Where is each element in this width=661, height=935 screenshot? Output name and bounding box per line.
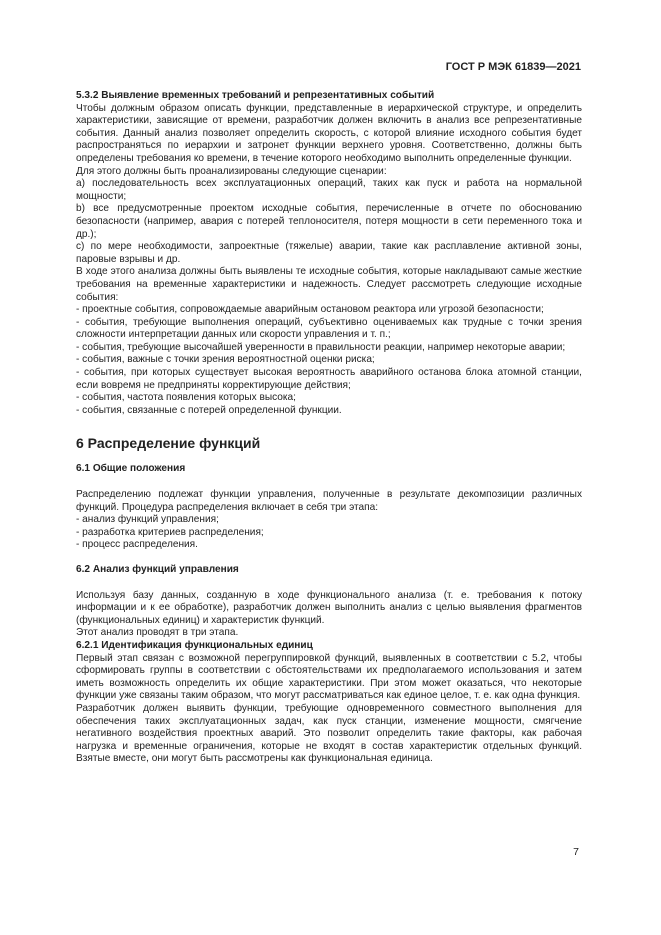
document-header: ГОСТ Р МЭК 61839—2021 [445, 61, 581, 73]
list-item: - события, важные с точки зрения вероятностной оценки риска; [76, 354, 375, 366]
paragraph: Разработчик должен выявить функции, требующие одновременного совместного выполнения для обеспечения таких эксплуатационных задач, как пуск станции, изменение мощности, смягчение негативного воздействия проектных аварий. Это позволит определить такие факторы, как рабочая нагрузка и временные ограничения, которые не входят в состав характеристик отдельных функций. Взятые вместе, они могут быть рассмотрены как функциональная единица. [76, 702, 582, 765]
paragraph: Этот анализ проводят в три этапа. [76, 627, 239, 639]
page-content [76, 90, 582, 766]
list-item: c) по мере необходимости, запроектные (тяжелые) аварии, такие как расплавление активной зоны, паровые взрывы и др. [76, 241, 582, 265]
paragraph: Для этого должны быть проанализированы следующие сценарии: [76, 165, 387, 177]
list-item: а) последовательность всех эксплуатационных операций, таких как пуск и работа на нормальной мощности; [76, 178, 582, 202]
section-5-3-2-heading: 5.3.2 Выявление временных требований и репрезентативных событий [76, 90, 435, 101]
list-item: - события, требующие высочайшей уверенности в правильности реакции, например некоторые аварии; [76, 341, 566, 353]
section-6-2-1-heading: 6.2.1 Идентификация функциональных единиц [76, 639, 313, 651]
list-item: - события, требующие выполнения операций, субъективно оцениваемых как трудные с точки зрения сложности интерпретации данных или скорости управления и т. п.; [76, 316, 582, 341]
paragraph: Используя базу данных, созданную в ходе функционального анализа (т. е. требования к потоку информации и к ее обработке), разработчик должен выполнить анализ с целью выявления фрагментов (функциональных единиц) и характеристик функций. [76, 589, 582, 626]
list-item: - анализ функций управления; [76, 514, 219, 526]
paragraph: Первый этап связан с возможной перегруппировкой функций, выявленных в соответствии с 5.2, чтобы сформировать группы в соответствии с обстоятельствами их предполагаемого использования и затем иметь возможность определить их общие характеристики. При этом может оказаться, что некоторые функции уже связаны таким образом, что могут рассматриваться как единое целое, т. е. как одна функция. [76, 652, 582, 702]
section-6-heading: 6 Распределение функций [76, 435, 261, 452]
list-item: - события, при которых существует высокая вероятность аварийного останова блока атомной станции, если вовремя не предприняты корректирующие действия; [76, 367, 582, 391]
section-6-1-heading: 6.1 Общие положения [76, 463, 186, 475]
list-item: - проектные события, сопровождаемые аварийным остановом реактора или угрозой безопасности; [76, 304, 544, 316]
list-item: b) все предусмотренные проектом исходные события, перечисленные в отчете по обоснованию безопасности (например, авария с потерей теплоносителя, потеря мощности в сети переменного тока и др.); [76, 203, 582, 240]
paragraph: В ходе этого анализа должны быть выявлены те исходные события, которые накладывают самые жесткие требования на временные характеристики и надежность. Следует рассмотреть следующие исходные события: [76, 266, 582, 303]
paragraph: Чтобы должным образом описать функции, представленные в иерархической структуре, и определить характеристики, зависящие от времени, разработчик должен включить в анализ все репрезентативные события. Данный анализ позволяет определить скорость, с которой влияние исходного события будет распространяться по иерархии и затронет функции верхнего уровня. Соответственно, должны быть определены требования ко времени, в течение которого необходимо выполнить определенные функции. [76, 102, 582, 164]
section-6-2-heading: 6.2 Анализ функций управления [76, 564, 239, 575]
list-item: - разработка критериев распределения; [76, 526, 264, 538]
list-item: - события, частота появления которых высока; [76, 392, 296, 404]
paragraph: Распределению подлежат функции управления, полученные в результате декомпозиции различных функций. Процедура распределения включает в себя три этапа: [76, 489, 582, 513]
page-number: 7 [573, 846, 579, 858]
list-item: - процесс распределения. [76, 539, 198, 551]
list-item: - события, связанные с потерей определенной функции. [76, 404, 342, 416]
